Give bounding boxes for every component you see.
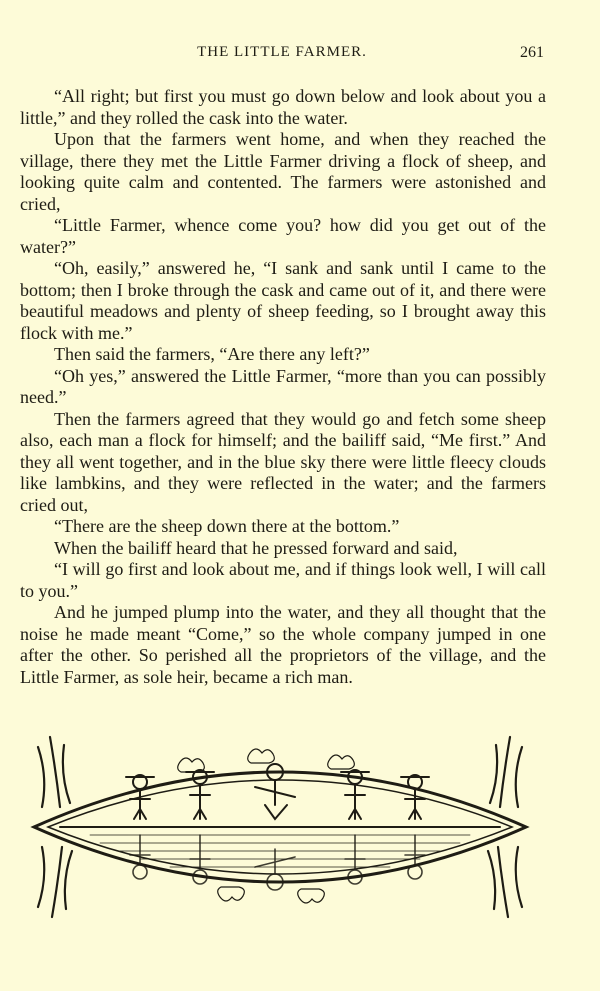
paragraph: Then the farmers agreed that they would go and fetch some sheep also, each man a flock for himself; and the bailiff said, “Me first.” And they all went together, and in the blue sky there were little fleecy clouds like lambkins, and they were reflected in the water; and the farmers cried out, [20, 408, 546, 515]
paragraph: Then said the farmers, “Are there any left?” [54, 344, 370, 364]
running-header [20, 44, 544, 68]
paragraph: Upon that the farmers went home, and when they reached the village, there they met the Little Farmer driving a flock of sheep, and looking quite calm and contented. The farmers were astonished and cried, [20, 129, 546, 214]
woodcut-vignette-icon [30, 727, 530, 925]
running-title: THE LITTLE FARMER. [197, 44, 367, 60]
page-number: 261 [520, 44, 544, 61]
paragraph: “Oh yes,” answered the Little Farmer, “more than you can possibly need.” [20, 365, 546, 407]
paragraph: When the bailiff heard that he pressed forward and said, [54, 537, 458, 558]
body-text [20, 86, 546, 688]
paragraph: “Oh, easily,” answered he, “I sank and sank until I came to the bottom; then I broke through the cask and came out of it, and there were beautiful meadows and plenty of sheep feeding, so I brought away this flock with me.” [20, 258, 546, 343]
paragraph: “There are the sheep down there at the bottom.” [54, 516, 400, 536]
paragraph: And he jumped plump into the water, and they all thought that the noise he made meant “Come,” so the whole company jumped in one after the other. So perished all the proprietors of the village, and the Little Farmer, as sole heir, became a rich man. [20, 602, 546, 687]
paragraph: “I will go first and look about me, and if things look well, I will call to you.” [20, 559, 546, 601]
paragraph: “Little Farmer, whence come you? how did you get out of the water?” [20, 215, 546, 257]
paragraph: “All right; but first you must go down below and look about you a little,” and they rolled the cask into the water. [20, 86, 546, 128]
